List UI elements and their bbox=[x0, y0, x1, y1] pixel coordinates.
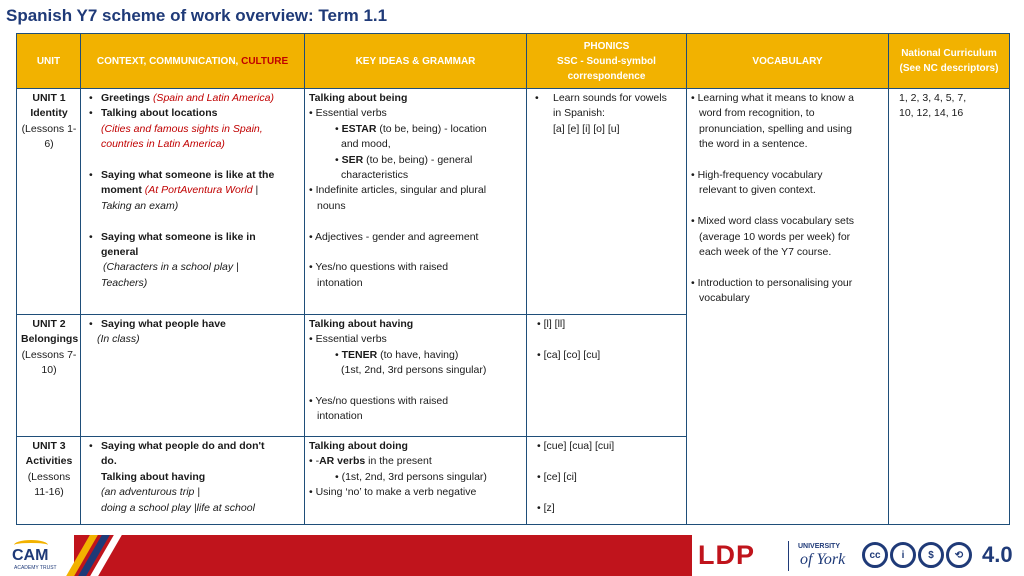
unit-2-cell: UNIT 2 Belongings (Lessons 7- 10) bbox=[17, 315, 81, 437]
footer-logos bbox=[692, 535, 1024, 576]
share-alike-icon: ⟲ bbox=[946, 542, 972, 568]
unit-1-grammar: Talking about being • Essential verbs • ESTAR (to be, being) - location and mood, • SER (to be, being) - general characteristics • Indefinite articles, singular and plural nouns • Adjectives - gender and agreement • Yes/no questions with raised intonation bbox=[305, 89, 527, 315]
unit-3-phonics: • [cue] [cua] [cui] • [ce] [ci] • [z] bbox=[527, 437, 687, 525]
header-grammar: KEY IDEAS & GRAMMAR bbox=[305, 34, 527, 89]
national-curriculum-cell: 1, 2, 3, 4, 5, 7, 10, 12, 14, 16 bbox=[889, 89, 1010, 525]
non-commercial-icon: $ bbox=[918, 542, 944, 568]
table-row-unit-1 bbox=[17, 89, 1010, 315]
york-logo: of York bbox=[800, 551, 846, 568]
header-row bbox=[17, 34, 1010, 89]
cc-icon: cc bbox=[862, 542, 888, 568]
creative-commons-license bbox=[862, 542, 1013, 568]
unit-1-context: • Greetings (Spain and Latin America) • Talking about locations (Cities and famous sights in Spain, countries in Latin America) • Saying what someone is like at the moment (At PortAventura World | Taking an exam) • Saying what someone is like in general (Characters in a school play | Teachers) bbox=[81, 89, 305, 315]
unit-1-phonics: • Learn sounds for vowels in Spanish: [a] [e] [i] [o] [u] bbox=[527, 89, 687, 315]
header-national-curriculum: National Curriculum (See NC descriptors) bbox=[889, 34, 1010, 89]
ldp-logo: LDP bbox=[698, 540, 755, 570]
header-phonics: PHONICS SSC - Sound-symbol correspondence bbox=[527, 34, 687, 89]
unit-2-context: • Saying what people have (In class) bbox=[81, 315, 305, 437]
unit-3-cell: UNIT 3 Activities (Lessons 11-16) bbox=[17, 437, 81, 525]
page-title: Spanish Y7 scheme of work overview: Term 1.1 bbox=[6, 6, 388, 25]
by-attribution-icon: i bbox=[890, 542, 916, 568]
logo-divider bbox=[788, 541, 789, 571]
header-vocabulary: VOCABULARY bbox=[687, 34, 889, 89]
vocabulary-cell: • Learning what it means to know a word from recognition, to pronunciation, spelling and using the word in a sentence. • High-frequency vocabulary relevant to given context. • Mixed word class vocabulary sets (average 10 words per week) for each week of the Y7 course. • Introduction to personalising your vocabulary bbox=[687, 89, 889, 525]
header-culture: CULTURE bbox=[241, 55, 289, 67]
cam-logo: CAM ACADEMY TRUST bbox=[0, 535, 74, 576]
header-unit: UNIT bbox=[17, 34, 81, 89]
license-version: 4.0 bbox=[982, 542, 1013, 567]
unit-2-phonics: • [l] [ll] • [ca] [co] [cu] bbox=[527, 315, 687, 437]
unit-1-cell: UNIT 1 Identity (Lessons 1- 6) bbox=[17, 89, 81, 315]
header-context: CONTEXT, COMMUNICATION, CULTURE bbox=[81, 34, 305, 89]
unit-3-grammar: Talking about doing • -AR verbs in the present • (1st, 2nd, 3rd persons singular) • Using ‘no’ to make a verb negative bbox=[305, 437, 527, 525]
york-logo-top: UNIVERSITY bbox=[798, 543, 841, 550]
unit-2-grammar: Talking about having • Essential verbs • TENER (to have, having) (1st, 2nd, 3rd persons singular) • Yes/no questions with raised intonation bbox=[305, 315, 527, 437]
unit-3-context: • Saying what people do and don't do. Talking about having (an adventurous trip | doing a school play |life at school bbox=[81, 437, 305, 525]
scheme-of-work-table bbox=[16, 33, 1010, 525]
footer-bar bbox=[0, 535, 1024, 576]
